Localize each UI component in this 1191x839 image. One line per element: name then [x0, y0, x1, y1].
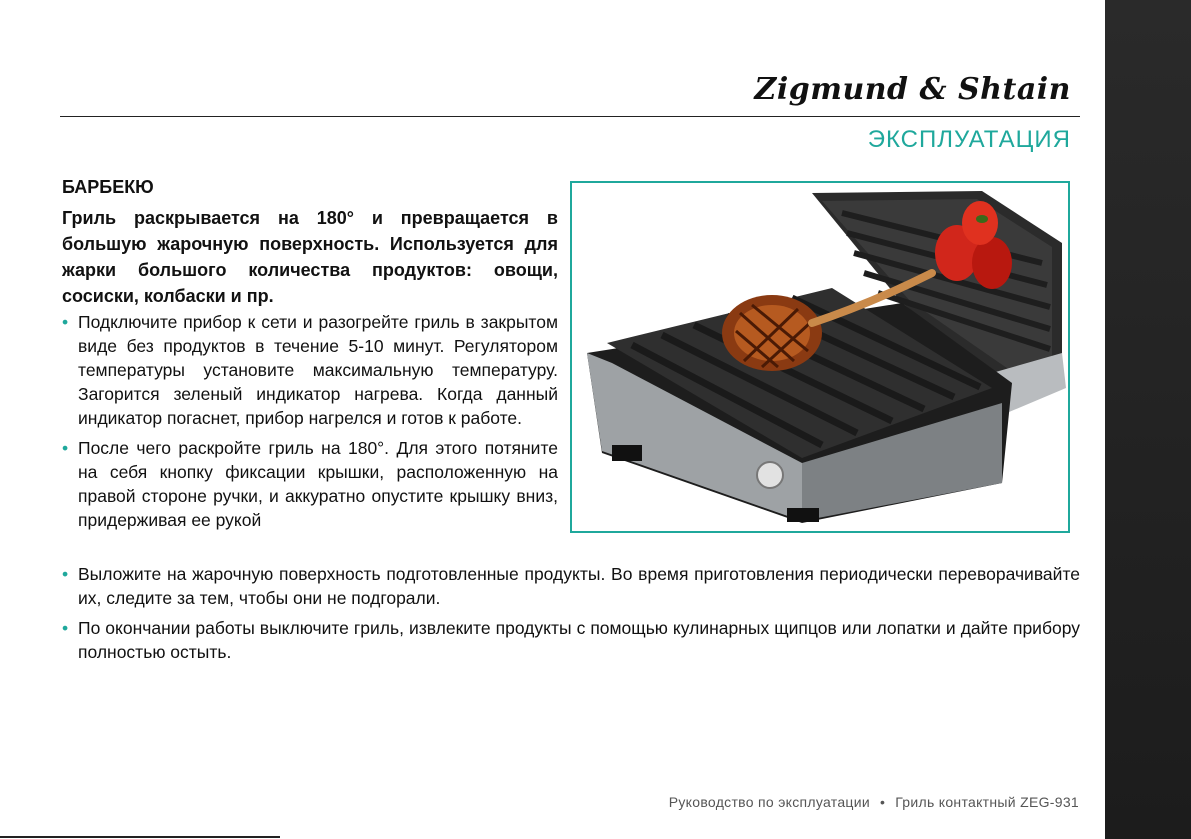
bullet-icon: •: [62, 438, 69, 458]
subheading: БАРБЕКЮ: [62, 177, 154, 197]
list-item: [62, 562, 1080, 610]
list-item: [62, 436, 558, 532]
list-item: [62, 616, 1080, 664]
footer-separator: •: [880, 794, 886, 810]
brand-logo: Zigmund & Shtain: [754, 72, 1071, 107]
list-item-text: По окончании работы выключите гриль, извлеките продукты с помощью кулинарных щипцов или лопатки и дайте прибору полностью остыть.: [78, 618, 1080, 662]
bullet-icon: •: [62, 618, 69, 638]
bullet-icon: •: [62, 312, 69, 332]
grill-illustration: [572, 183, 1068, 531]
list-item-text: Подключите прибор к сети и разогрейте гриль в закрытом виде без продуктов в течение 5-10 минут. Регулятором температуры установите максимальную температуру. Загорится зеленый индикатор нагрева. Когда данный индикатор погаснет, прибор нагрелся и готов к работе.: [78, 312, 558, 428]
instruction-list-narrow: [62, 310, 558, 538]
bottom-rule: [0, 836, 280, 838]
footer-manual-title: Руководство по эксплуатации: [668, 794, 870, 810]
page-footer: [669, 794, 1079, 810]
list-item-text: После чего раскройте гриль на 180°. Для этого потяните на себя кнопку фиксации крышки, расположенную на правой стороне ручки, и аккуратно опустите крышку вниз, придерживая ее рукой: [78, 438, 558, 530]
grill-photo: [570, 181, 1070, 533]
list-item: [62, 310, 558, 430]
header-rule: [60, 116, 1080, 117]
lead-paragraph: Гриль раскрывается на 180° и превращается в большую жарочную поверхность. Используется для жарки большого количества продуктов: овощи, сосиски, колбаски и пр.: [62, 208, 558, 306]
bullet-icon: •: [62, 564, 69, 584]
side-bar-decoration: [1105, 0, 1191, 839]
footer-product-name: Гриль контактный ZEG-931: [895, 794, 1079, 810]
list-item-text: Выложите на жарочную поверхность подготовленные продукты. Во время приготовления периодически переворачивайте их, следите за тем, чтобы они не подгорали.: [78, 564, 1080, 608]
section-title: ЭКСПЛУАТАЦИЯ: [867, 126, 1071, 153]
instruction-list-wide: [62, 562, 1080, 670]
